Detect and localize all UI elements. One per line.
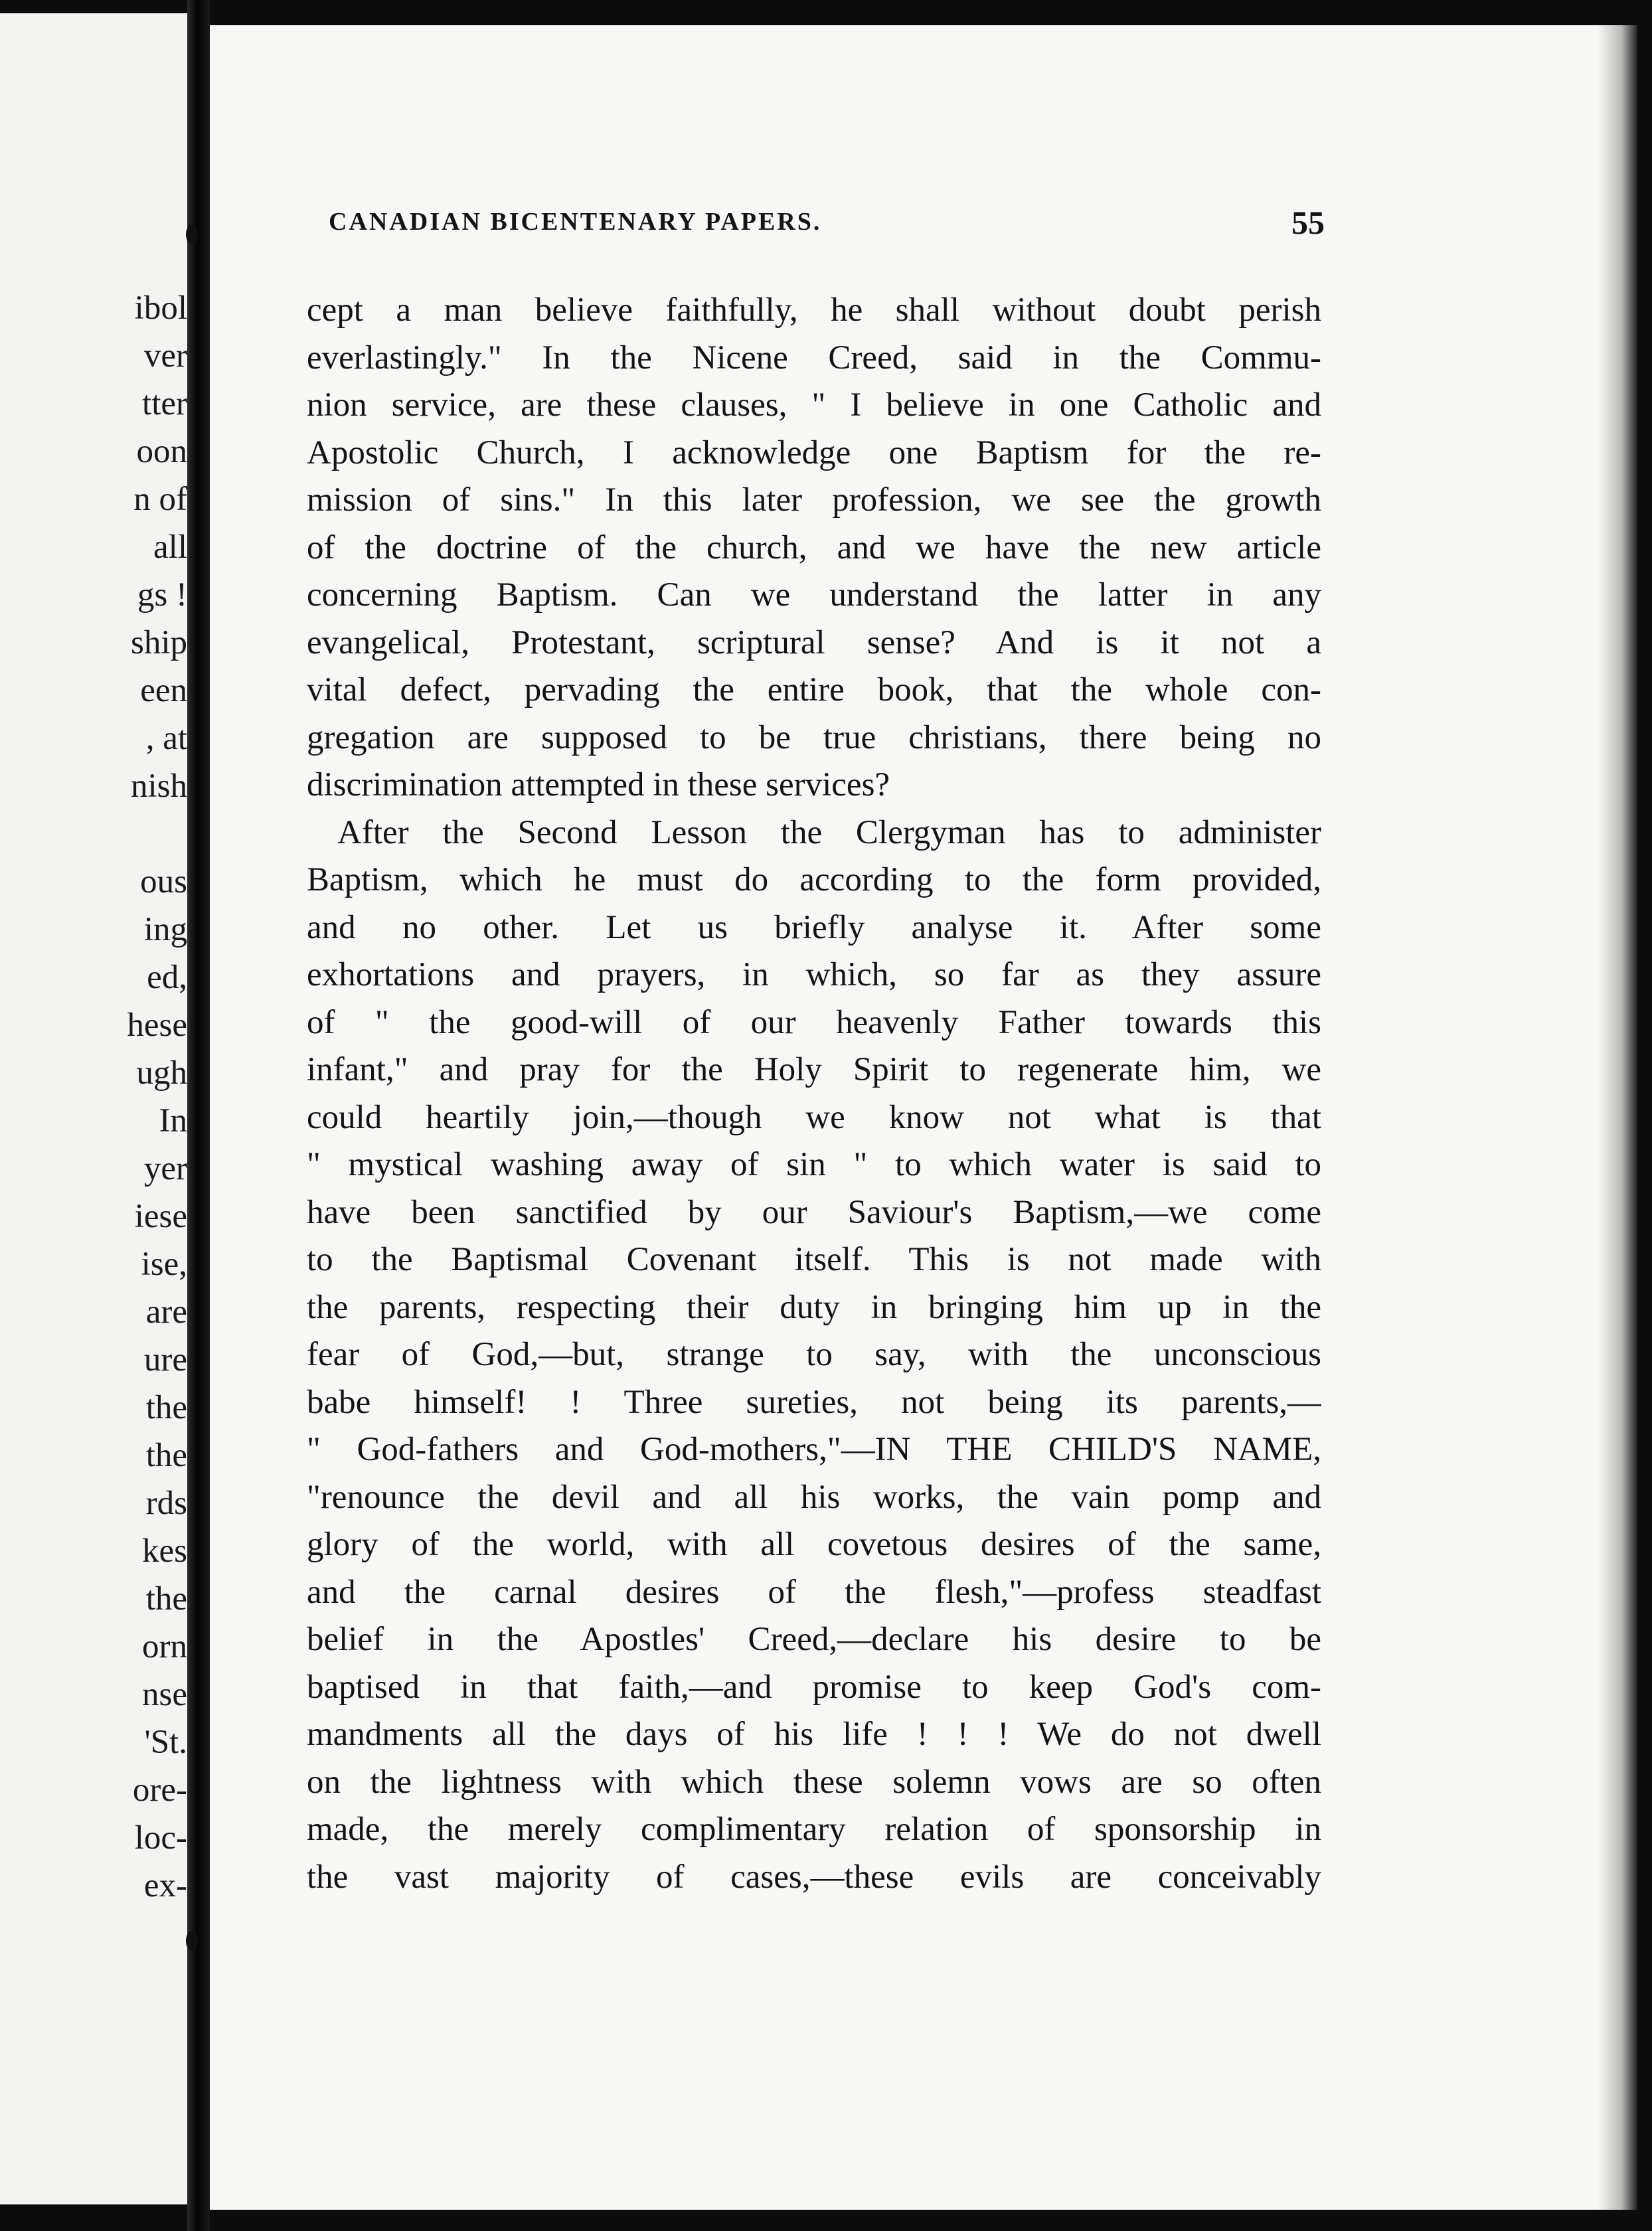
body-line: belief in the Apostles' Creed,—declare his desire to be bbox=[307, 1621, 1321, 1658]
body-line: fear of God,—but, strange to say, with the unconscious bbox=[307, 1336, 1321, 1373]
body-line: and the carnal desires of the flesh,"—profess steadfast bbox=[307, 1573, 1321, 1611]
left-page-fragment: , at bbox=[145, 720, 187, 757]
body-line: discrimination attempted in these services? bbox=[307, 766, 890, 803]
left-page-fragment bbox=[127, 810, 187, 858]
body-line: glory of the world, with all covetous desires of the same, bbox=[307, 1526, 1321, 1563]
body-line: infant," and pray for the Holy Spirit to regenerate him, we bbox=[307, 1051, 1321, 1088]
body-line: and no other. Let us briefly analyse it. After some bbox=[307, 908, 1321, 946]
body-line: gregation are supposed to be true christians, there being no bbox=[307, 718, 1321, 756]
left-page-fragment: een bbox=[140, 672, 187, 709]
body-line: of " the good-will of our heavenly Father towards this bbox=[307, 1003, 1321, 1041]
body-line: the vast majority of cases,—these evils are conceivably bbox=[307, 1858, 1321, 1896]
body-line: exhortations and prayers, in which, so far as they assure bbox=[307, 956, 1321, 993]
left-page-fragment: are bbox=[145, 1293, 187, 1331]
body-line: mandments all the days of his life ! ! ! We do not dwell bbox=[307, 1716, 1321, 1753]
body-line: mission of sins." In this later profession, we see the growth bbox=[307, 481, 1321, 519]
body-line: "renounce the devil and all his works, the vain pomp and bbox=[307, 1478, 1321, 1516]
body-line: made, the merely complimentary relation of sponsorship in bbox=[307, 1811, 1321, 1848]
binding-thread-mark bbox=[186, 224, 198, 244]
body-text bbox=[307, 287, 1321, 1901]
left-page-fragment: orn bbox=[142, 1628, 187, 1665]
left-page-fragment: ise, bbox=[141, 1246, 187, 1283]
left-page-fragment: rds bbox=[145, 1485, 187, 1522]
left-page-fragment: kes bbox=[142, 1532, 187, 1570]
left-page-fragment: iese bbox=[134, 1198, 187, 1235]
left-page-fragment: loc- bbox=[134, 1819, 187, 1857]
left-page bbox=[0, 13, 187, 2204]
body-line: babe himself! ! Three sureties, not being its parents,— bbox=[307, 1383, 1321, 1421]
left-page-fragment: ibol bbox=[134, 289, 187, 327]
body-line: Baptism, which he must do according to the form provided, bbox=[307, 861, 1321, 898]
body-line: After the Second Lesson the Clergyman has to administer bbox=[337, 813, 1321, 851]
left-page-fragment: ver bbox=[143, 337, 187, 374]
left-page-fragment: oon bbox=[136, 433, 187, 470]
body-line: vital defect, pervading the entire book, that the whole con- bbox=[307, 671, 1321, 708]
body-line: " mystical washing away of sin " to which water is said to bbox=[307, 1146, 1321, 1183]
left-page-text-fragments bbox=[127, 284, 187, 1910]
left-page-fragment: all bbox=[153, 529, 187, 566]
left-page-fragment: tter bbox=[142, 385, 187, 422]
left-page-fragment: ing bbox=[143, 911, 187, 948]
left-page-fragment: yer bbox=[143, 1150, 187, 1187]
left-page-fragment: ore- bbox=[132, 1772, 187, 1809]
left-page-fragment: ous bbox=[140, 863, 187, 900]
body-line: the parents, respecting their duty in bringing him up in the bbox=[307, 1288, 1321, 1326]
body-line: Apostolic Church, I acknowledge one Baptism for the re- bbox=[307, 434, 1321, 471]
body-line: have been sanctified by our Saviour's Baptism,—we come bbox=[307, 1193, 1321, 1231]
body-line: on the lightness with which these solemn vows are so often bbox=[307, 1763, 1321, 1801]
left-page-fragment: ure bbox=[143, 1341, 187, 1378]
left-page-fragment: 'St. bbox=[144, 1724, 187, 1761]
book-gutter bbox=[187, 0, 210, 2231]
left-page-fragment: ship bbox=[130, 624, 187, 661]
body-line: baptised in that faith,—and promise to keep God's com- bbox=[307, 1668, 1321, 1706]
body-line: to the Baptismal Covenant itself. This is not made with bbox=[307, 1241, 1321, 1278]
body-line: everlastingly." In the Nicene Creed, said in the Commu- bbox=[307, 339, 1321, 376]
left-page-fragment: ed, bbox=[147, 959, 187, 996]
left-page-fragment: the bbox=[145, 1437, 187, 1474]
left-page-fragment: In bbox=[159, 1102, 187, 1139]
body-line: could heartily join,—though we know not what is that bbox=[307, 1098, 1321, 1136]
body-line: nion service, are these clauses, " I believe in one Catholic and bbox=[307, 386, 1321, 424]
left-page-fragment: the bbox=[145, 1389, 187, 1426]
left-page-fragment: n of bbox=[133, 481, 187, 518]
body-line: " God-fathers and God-mothers,"—IN THE CHILD'S NAME, bbox=[307, 1431, 1321, 1468]
left-page-fragment: the bbox=[145, 1580, 187, 1617]
body-line: of the doctrine of the church, and we have the new article bbox=[307, 529, 1321, 566]
binding-thread-mark bbox=[186, 1931, 198, 1951]
page-edge-shadow bbox=[1598, 25, 1637, 2210]
page-number: 55 bbox=[1291, 204, 1325, 241]
left-page-fragment: ugh bbox=[136, 1054, 187, 1092]
running-title: CANADIAN BICENTENARY PAPERS. bbox=[329, 208, 822, 236]
left-page-fragment: gs ! bbox=[137, 576, 187, 614]
body-line: evangelical, Protestant, scriptural sense? And is it not a bbox=[307, 623, 1321, 661]
left-page-fragment: nish bbox=[130, 768, 187, 805]
left-page-fragment: ex- bbox=[143, 1867, 187, 1904]
left-page-fragment: nse bbox=[142, 1676, 187, 1713]
body-line: concerning Baptism. Can we understand the latter in any bbox=[307, 576, 1321, 614]
left-page-fragment: hese bbox=[127, 1007, 187, 1044]
body-line: cept a man believe faithfully, he shall without doubt perish bbox=[307, 291, 1321, 329]
